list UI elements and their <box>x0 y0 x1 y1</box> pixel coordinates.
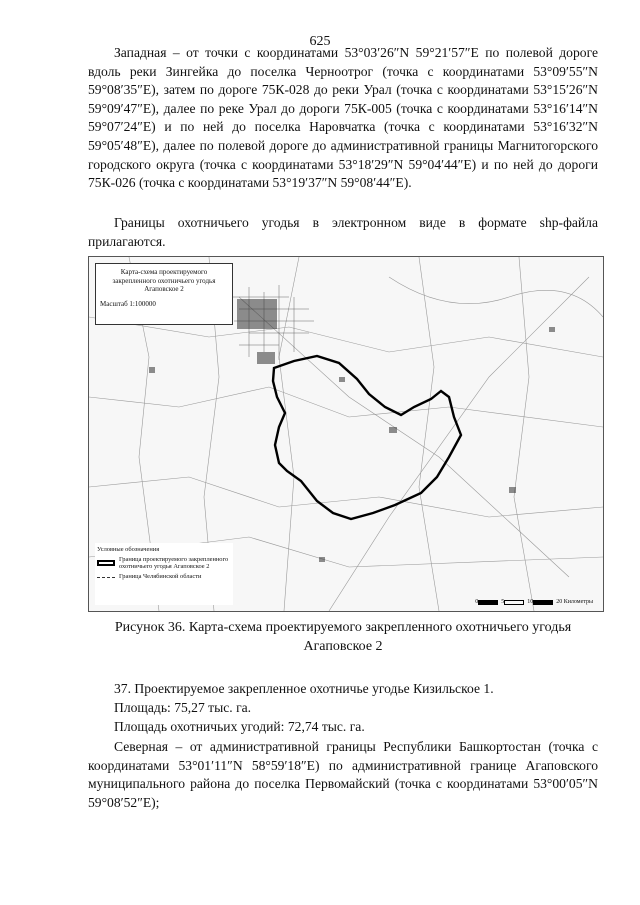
scalebar-segment <box>533 600 553 605</box>
map-scalebar <box>472 599 593 605</box>
scalebar-segment <box>504 600 524 605</box>
map-title-box <box>95 263 233 325</box>
legend-row-boundary <box>97 556 231 571</box>
hunting-ground-map <box>88 256 604 612</box>
western-boundary-paragraph: Западная – от точки с координатами 53°03′26″N 59°21′57″E по полевой дороге вдоль реки Зингейка до поселка Черноотрог (точка с координатами 53°09′55″N 59°08′35″E), затем по дороге 75К-028 до реки Урал (точка с координатами 53°15′26″N 59°09′47″E), далее по реке Урал до дороги 75К-005 (точка с координатами 53°16′14″N 59°07′24″E) и по ней до поселка Наровчатка (точка с координатами 53°16′32″N 59°05′48″E), далее по полевой дороге до административной границы Магнитогорского городского округа (точка с координатами 53°18′29″N 59°04′44″E) и по ней до дороги 75К-026 (точка с координатами 53°19′37″N 59°08′44″E). <box>88 45 598 191</box>
area-line: Площадь: 75,27 тыс. га. <box>114 700 252 715</box>
legend-title: Условные обозначения <box>97 546 160 553</box>
item-37-heading: 37. Проектируемое закрепленное охотничье угодье Кизильское 1. <box>114 681 494 696</box>
boundary-swatch <box>97 560 115 566</box>
boundaries-paragraph: Границы охотничьего угодья в электронном виде в формате shp-файла прилагаются. <box>88 215 598 249</box>
hunting-ground-boundary <box>273 356 461 519</box>
figure-caption: Рисунок 36. Карта-схема проектируемого закрепленного охотничьего угодья Агаповское 2 <box>114 620 572 654</box>
legend-item-boundary: Граница проектируемого закрепленного охотничьего угодья Агаповское 2 <box>119 555 229 571</box>
map-legend <box>95 543 233 605</box>
hunting-area-line: Площадь охотничьих угодий: 72,74 тыс. га. <box>114 719 365 734</box>
map-title: Карта-схема проектируемого закрепленного охотничьего угодья Агаповское 2 <box>112 268 216 293</box>
scalebar-segment <box>478 600 498 605</box>
scalebar-tick-10: 10 <box>527 599 534 605</box>
region-border-swatch <box>97 577 115 578</box>
page-number: 625 <box>309 34 331 49</box>
legend-item-region: Граница Челябинской области <box>119 572 202 580</box>
scalebar-tick-20: 20 Километры <box>556 599 593 605</box>
legend-row-region <box>97 573 231 581</box>
map-scale: Масштаб 1:100000 <box>100 299 156 308</box>
northern-boundary-paragraph: Северная – от административной границы Республики Башкортостан (точка с координатами 53°01′11″N 58°59′18″E) по административной границе Агаповского муниципального района до поселка Первомайский (точка с координатами 53°00′05″N 59°08′52″E); <box>88 739 598 810</box>
scalebar-tick-5: 5 <box>501 599 505 605</box>
scalebar-tick-0: 0 <box>475 599 479 605</box>
